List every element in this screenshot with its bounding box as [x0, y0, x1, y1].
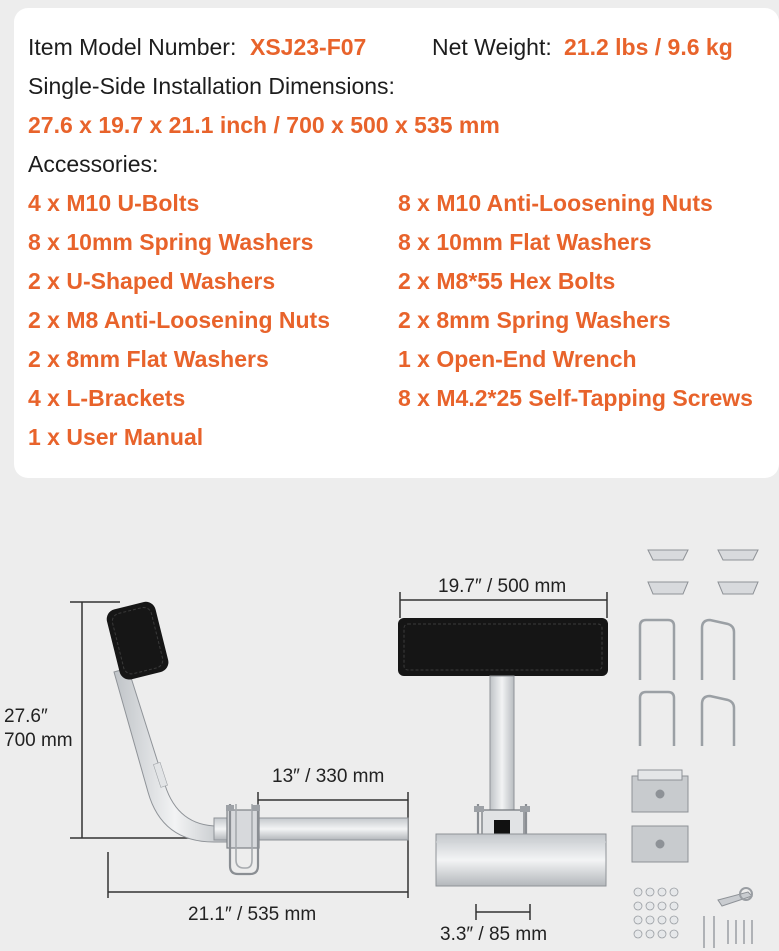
accessory-item: 2 x U-Shaped Washers	[28, 268, 276, 294]
diagram-drawing	[0, 520, 779, 951]
net-weight-label: Net Weight:	[432, 34, 552, 60]
accessory-item: 4 x L-Brackets	[28, 385, 186, 411]
height-label-mm: 700 mm	[4, 730, 73, 751]
accessory-item: 8 x M10 Anti-Loosening Nuts	[398, 190, 713, 216]
accessory-item: 2 x M8 Anti-Loosening Nuts	[28, 307, 330, 333]
accessory-item: 1 x Open-End Wrench	[398, 346, 637, 372]
accessories-illustration	[632, 550, 758, 948]
accessory-item: 2 x 8mm Flat Washers	[28, 346, 269, 372]
dimensions-label: Single-Side Installation Dimensions:	[28, 73, 395, 99]
base-length-label: 21.1″ / 535 mm	[188, 904, 317, 925]
front-view	[398, 592, 608, 920]
accessory-item: 4 x M10 U-Bolts	[28, 190, 200, 216]
side-view	[70, 600, 408, 898]
model-number-value: XSJ23-F07	[250, 34, 367, 60]
accessory-item: 2 x M8*55 Hex Bolts	[398, 268, 616, 294]
tube-width-label: 3.3″ / 85 mm	[440, 924, 548, 945]
model-number-label: Item Model Number:	[28, 34, 237, 60]
net-weight-value: 21.2 lbs / 9.6 kg	[564, 34, 733, 60]
arm-length-label: 13″ / 330 mm	[272, 766, 385, 787]
dimensions-value: 27.6 x 19.7 x 21.1 inch / 700 x 500 x 535 mm	[28, 112, 500, 138]
accessory-item: 8 x 10mm Flat Washers	[398, 229, 652, 255]
height-label-inch: 27.6″	[4, 706, 48, 727]
accessory-item: 8 x M4.2*25 Self-Tapping Screws	[398, 385, 753, 411]
accessory-item: 1 x User Manual	[28, 424, 204, 450]
accessory-item: 2 x 8mm Spring Washers	[398, 307, 671, 333]
product-diagram	[0, 520, 779, 951]
pad-width-label: 19.7″ / 500 mm	[438, 576, 567, 597]
accessories-label: Accessories:	[28, 151, 159, 177]
accessory-item: 8 x 10mm Spring Washers	[28, 229, 314, 255]
